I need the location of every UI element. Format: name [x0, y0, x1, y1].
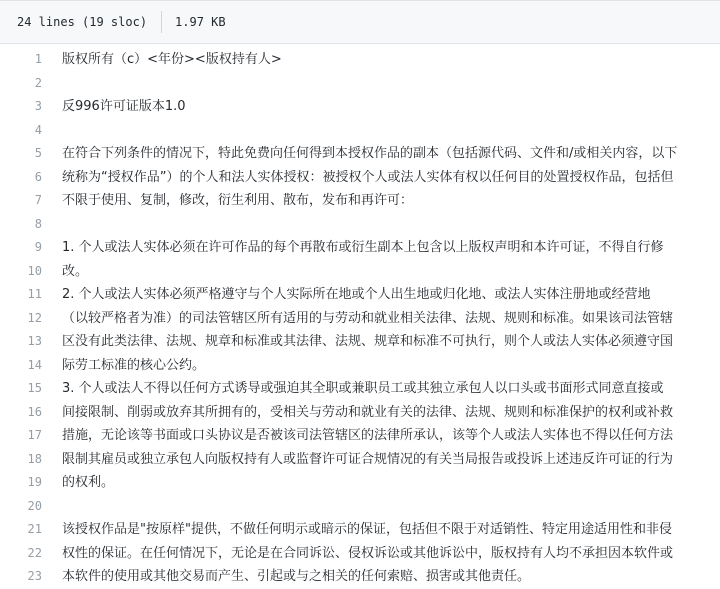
line-number[interactable]: 23 — [27, 569, 42, 583]
line-number[interactable]: 12 — [27, 310, 42, 325]
line-number[interactable]: 11 — [27, 287, 42, 301]
line-number[interactable]: 1 — [34, 52, 42, 66]
line-count: 24 lines (19 sloc) — [17, 15, 148, 29]
line-number[interactable]: 6 — [34, 169, 42, 184]
code-line — [0, 330, 720, 354]
line-number[interactable]: 8 — [34, 216, 42, 231]
line-number[interactable]: 10 — [27, 263, 42, 278]
line-number[interactable]: 5 — [34, 146, 42, 160]
header-divider — [161, 11, 162, 33]
file-info-bar — [0, 0, 720, 44]
code-line — [0, 213, 720, 237]
line-content: 改。 — [62, 263, 89, 279]
code-line — [0, 471, 720, 495]
code-line — [0, 189, 720, 213]
line-content: 权性的保证。在任何情况下，无论是在合同诉讼、侵权诉讼或其他诉讼中，版权持有人均不承担因本软件或 — [62, 545, 674, 561]
code-line — [0, 448, 720, 472]
line-number[interactable]: 3 — [34, 99, 42, 113]
line-content: 限制其雇员或独立承包人向版权持有人或监督许可证合规情况的有关当局报告或投诉上述违反许可证的行为 — [62, 451, 674, 467]
line-content: 2. 个人或法人实体必须严格遵守与个人实际所在地或个人出生地或归化地、或法人实体注册地或经营地 — [62, 287, 651, 302]
line-content: 版权所有（c）<年份><版权持有人> — [62, 52, 282, 67]
line-content: 的权利。 — [62, 475, 115, 490]
line-content: 在符合下列条件的情况下，特此免费向任何得到本授权作品的副本（包括源代码、文件和/或相关内容，以下 — [62, 146, 678, 161]
line-number[interactable]: 13 — [27, 334, 42, 348]
line-number[interactable]: 9 — [34, 240, 42, 254]
code-line — [0, 260, 720, 284]
code-line — [0, 377, 720, 401]
code-line — [0, 542, 720, 566]
code-line — [0, 166, 720, 190]
line-content: 区没有此类法律、法规、规章和标准或其法律、法规、规章和标准不可执行，则个人或法人实体必须遵守国 — [62, 334, 674, 349]
code-line — [0, 95, 720, 119]
code-line — [0, 119, 720, 143]
code-line — [0, 424, 720, 448]
line-number[interactable]: 14 — [27, 357, 42, 372]
line-number[interactable]: 17 — [27, 428, 42, 442]
line-content: 3. 个人或法人不得以任何方式诱导或强迫其全职或兼职员工或其独立承包人以口头或书面形式同意直接或 — [62, 381, 664, 396]
code-line — [0, 495, 720, 519]
line-content: （以较严格者为准）的司法管辖区所有适用的与劳动和就业相关法律、法规、规则和标准。如果该司法管辖 — [62, 310, 674, 326]
code-line — [0, 354, 720, 378]
code-line — [0, 283, 720, 307]
code-line — [0, 307, 720, 331]
line-content: 反996许可证版本1.0 — [62, 99, 186, 114]
line-number[interactable]: 2 — [34, 75, 42, 90]
line-content: 该授权作品是"按原样"提供，不做任何明示或暗示的保证，包括但不限于对适销性、特定用途适用性和非侵 — [62, 522, 672, 537]
code-view — [0, 44, 720, 589]
line-content: 1. 个人或法人实体必须在许可作品的每个再散布或衍生副本上包含以上版权声明和本许可证，不得自行修 — [62, 240, 664, 255]
line-number[interactable]: 21 — [27, 522, 42, 536]
line-number[interactable]: 4 — [34, 122, 42, 137]
line-content: 间接限制、削弱或放弃其所拥有的，受相关与劳动和就业有关的法律、法规、规则和标准保护的权利或补救 — [62, 404, 674, 420]
code-line — [0, 142, 720, 166]
line-number[interactable]: 19 — [27, 475, 42, 489]
line-number[interactable]: 15 — [27, 381, 42, 395]
line-content: 措施，无论该等书面或口头协议是否被该司法管辖区的法律所承认，该等个人或法人实体也不得以任何方法 — [62, 428, 674, 443]
line-number[interactable]: 20 — [27, 498, 42, 513]
line-content: 不限于使用、复制，修改，衍生利用、散布，发布和再许可： — [62, 193, 414, 208]
file-size: 1.97 KB — [175, 15, 226, 29]
line-content: 际劳工标准的核心公约。 — [62, 357, 206, 373]
code-line — [0, 72, 720, 96]
line-number[interactable]: 18 — [27, 451, 42, 466]
line-content: 统称为“授权作品”）的个人和法人实体授权：被授权个人或法人实体有权以任何目的处置授权作品，包括但 — [62, 169, 674, 185]
code-line — [0, 401, 720, 425]
code-line — [0, 48, 720, 72]
line-content: 本软件的使用或其他交易而产生、引起或与之相关的任何索赔、损害或其他责任。 — [62, 569, 531, 584]
line-number[interactable]: 7 — [34, 193, 42, 207]
line-number[interactable]: 22 — [27, 545, 42, 560]
code-line — [0, 236, 720, 260]
code-line — [0, 565, 720, 589]
line-number[interactable]: 16 — [27, 404, 42, 419]
